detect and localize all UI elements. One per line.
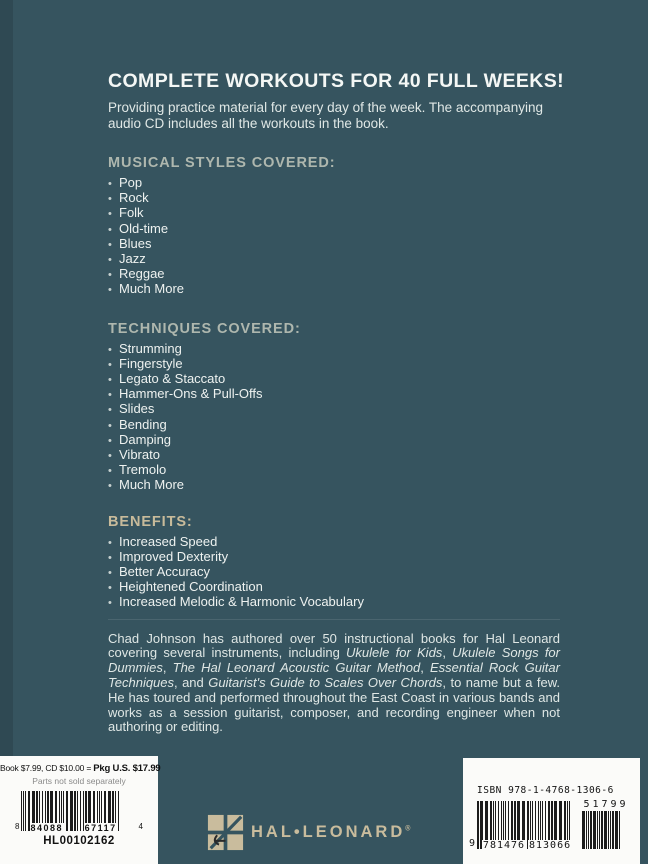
bio-text: ,	[162, 660, 173, 676]
bullet-icon: •	[108, 567, 112, 580]
list-item-label: Rock	[119, 190, 149, 206]
bullet-icon: •	[108, 178, 112, 190]
upc-digits-left: 84088	[30, 823, 64, 833]
benefits-heading: BENEFITS:	[108, 513, 193, 530]
list-item-label: Increased Melodic & Harmonic Vocabulary	[119, 594, 364, 610]
upc-barcode	[13, 791, 145, 831]
list-item	[108, 565, 560, 580]
list-item-label: Slides	[119, 401, 155, 417]
hal-leonard-wordmark	[251, 823, 410, 842]
list-item-label: Fingerstyle	[119, 355, 183, 371]
bullet-icon: •	[108, 419, 112, 432]
bullet-icon: •	[108, 450, 112, 463]
list-item-label: Strumming	[119, 340, 182, 356]
bullet-icon: •	[108, 389, 112, 402]
bullet-icon: •	[108, 343, 112, 356]
author-bio	[108, 632, 560, 736]
list-item	[108, 402, 560, 417]
book-title: Essential Rock Guitar Techniques	[108, 660, 560, 691]
bullet-icon: •	[108, 374, 112, 387]
price-barcode-box	[0, 756, 161, 864]
list-item	[108, 357, 560, 372]
list-item	[108, 267, 560, 282]
supplement-digits: 51799	[583, 799, 629, 810]
list-item	[108, 595, 560, 610]
list-item	[108, 550, 560, 565]
bullet-icon: •	[108, 536, 112, 549]
techniques-heading: TECHNIQUES COVERED:	[108, 320, 301, 337]
list-item-label: Hammer-Ons & Pull-Offs	[119, 386, 263, 402]
list-item	[108, 433, 560, 448]
bio-text: ,	[420, 660, 430, 676]
list-item	[108, 372, 560, 387]
list-item	[108, 222, 560, 237]
price-bold: Pkg U.S. $17.99	[93, 763, 161, 774]
list-item	[108, 282, 560, 297]
book-title: Ukulele Songs for Dummies	[108, 645, 560, 676]
price-supplement-barcode	[582, 799, 630, 849]
bullet-icon: •	[108, 223, 112, 236]
list-item-label: Improved Dexterity	[119, 548, 229, 564]
techniques-list	[108, 342, 560, 494]
bio-text: ,	[442, 645, 453, 661]
bullet-icon: •	[108, 193, 112, 206]
bullet-icon: •	[108, 238, 112, 251]
bullet-icon: •	[108, 284, 112, 297]
list-item-label: Damping	[119, 431, 172, 447]
back-cover-content	[108, 70, 565, 735]
bullet-icon: •	[108, 582, 112, 595]
list-item-label: Vibrato	[119, 447, 160, 463]
list-item	[108, 535, 560, 550]
bullet-icon: •	[108, 208, 112, 221]
list-item-label: Blues	[119, 235, 152, 251]
ean-left-digit: 9	[469, 838, 476, 849]
intro-text: Providing practice material for every day of the week. The accompanying audio CD includes all the workouts in the book.	[108, 100, 543, 131]
registered-mark: ®	[405, 825, 411, 832]
ean-digits-left: 781476	[482, 840, 526, 851]
list-item	[108, 206, 560, 221]
bio-text: Chad Johnson has authored over 50 instructional books for Hal Leonard covering several instruments, including	[108, 630, 560, 661]
list-item-label: Heightened Coordination	[119, 579, 263, 595]
bullet-icon: •	[108, 269, 112, 282]
list-item	[108, 418, 560, 433]
list-item-label: Old-time	[119, 220, 169, 236]
list-item-label: Reggae	[119, 266, 165, 282]
musical-styles-list	[108, 176, 560, 298]
list-item	[108, 252, 560, 267]
bullet-icon: •	[108, 358, 112, 371]
divider-line	[108, 619, 560, 620]
hal-leonard-logo	[207, 812, 410, 852]
ean-row	[469, 797, 640, 849]
section-musical-styles	[108, 155, 560, 298]
section-techniques	[108, 321, 560, 494]
musical-styles-heading: MUSICAL STYLES COVERED:	[108, 155, 336, 171]
catalog-number: HL00102162	[43, 835, 115, 847]
book-title: The Hal Leonard Acoustic Guitar Method	[172, 660, 421, 676]
ean-barcode	[477, 801, 575, 849]
section-benefits	[108, 514, 560, 611]
list-item	[108, 176, 560, 191]
bullet-icon: •	[108, 551, 112, 564]
list-item	[108, 463, 560, 478]
list-item-label: Better Accuracy	[119, 564, 211, 580]
list-item	[108, 387, 560, 402]
ean-digits-right: 813066	[528, 840, 572, 851]
book-title: Ukulele for Kids	[346, 645, 443, 661]
price-regular: Book $7.99, CD $10.00 =	[0, 763, 94, 773]
isbn-barcode-box	[463, 758, 640, 864]
upc-right-digit: 4	[138, 822, 143, 831]
upc-bars-area	[21, 791, 136, 831]
hal-leonard-icon	[207, 814, 244, 851]
list-item	[108, 237, 560, 252]
list-item	[108, 448, 560, 463]
isbn-number: ISBN 978-1-4768-1306-6	[477, 785, 614, 796]
list-item	[108, 580, 560, 595]
headline: COMPLETE WORKOUTS FOR 40 FULL WEEKS!	[108, 70, 565, 92]
list-item-label: Jazz	[119, 251, 146, 267]
list-item	[108, 191, 560, 206]
list-item	[108, 342, 560, 357]
list-item-label: Much More	[119, 477, 185, 493]
bio-text: , and	[174, 675, 209, 691]
bullet-icon: •	[108, 434, 112, 447]
list-item-label: Much More	[119, 281, 185, 297]
list-item	[108, 478, 560, 493]
parts-note: Parts not sold separately	[32, 776, 126, 786]
list-item-label: Bending	[119, 416, 167, 432]
bullet-icon: •	[108, 480, 112, 493]
upc-digits-right: 67117	[84, 823, 117, 833]
bullet-icon: •	[108, 597, 112, 610]
upc-left-digit: 8	[15, 822, 20, 831]
list-item-label: Legato & Staccato	[119, 371, 226, 387]
supplement-bars	[582, 811, 630, 849]
bullet-icon: •	[108, 465, 112, 478]
bullet-icon: •	[108, 404, 112, 417]
list-item-label: Tremolo	[119, 462, 167, 478]
bio-text: , to name but a few. He has toured and performed throughout the East Coast in various bands and works as a session guitarist, composer, and recording engineer when not authoring or editing.	[108, 675, 560, 735]
price-line	[0, 763, 161, 774]
wordmark-text: HAL•LEONARD	[251, 822, 406, 841]
list-item-label: Pop	[119, 175, 143, 190]
bullet-icon: •	[108, 254, 112, 267]
list-item-label: Increased Speed	[119, 533, 218, 549]
benefits-list	[108, 535, 560, 611]
spine-shadow	[0, 0, 13, 758]
list-item-label: Folk	[119, 205, 144, 221]
book-title: Guitarist's Guide to Scales Over Chords	[208, 675, 443, 691]
